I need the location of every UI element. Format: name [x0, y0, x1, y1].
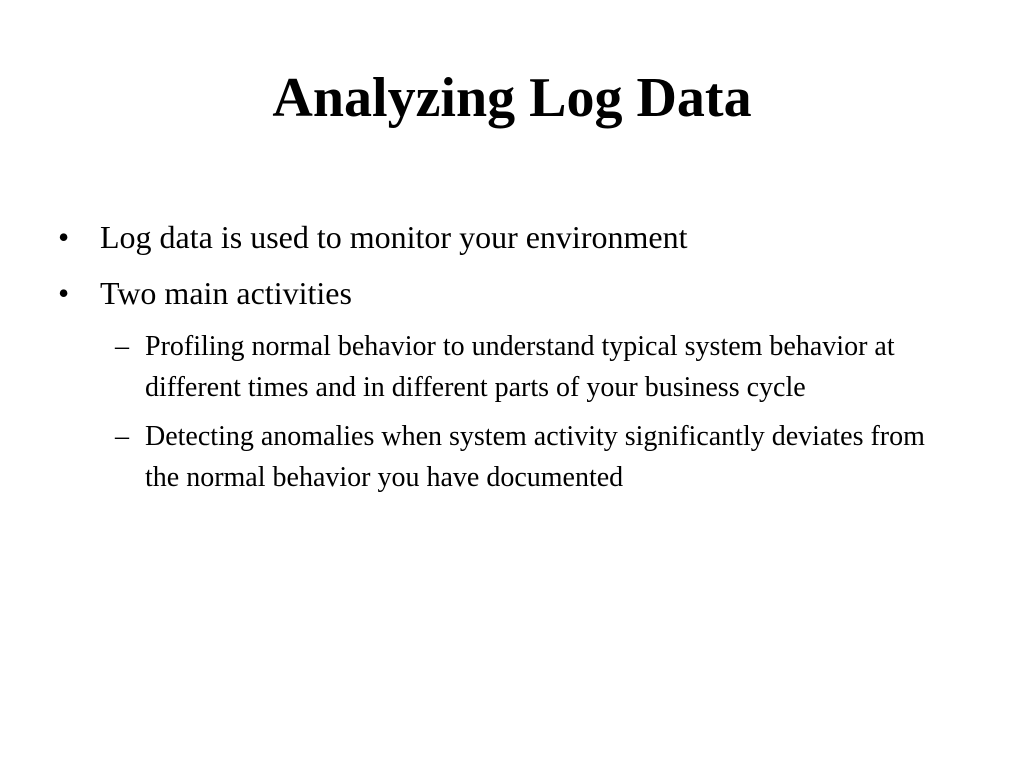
sub-bullet-list	[58, 326, 958, 498]
sub-bullet-item-detecting	[58, 416, 958, 498]
bullet-icon: •	[58, 219, 70, 255]
sub-bullet-item-profiling	[58, 326, 958, 408]
bullet-text: Log data is used to monitor your environment	[100, 219, 688, 255]
bullet-icon: •	[58, 275, 70, 311]
sub-bullet-text: Detecting anomalies when system activity significantly deviates from the normal behavior you have documented	[145, 421, 925, 493]
sub-bullet-text: Profiling normal behavior to understand typical system behavior at different times and in different parts of your business cycle	[145, 331, 895, 403]
bullet-text: Two main activities	[100, 275, 352, 311]
slide-title: Analyzing Log Data	[272, 67, 752, 129]
slide-body	[58, 214, 958, 506]
bullet-item-log-data	[58, 214, 958, 260]
dash-icon: –	[115, 421, 129, 452]
bullet-item-activities	[58, 270, 958, 316]
dash-icon: –	[115, 331, 129, 362]
